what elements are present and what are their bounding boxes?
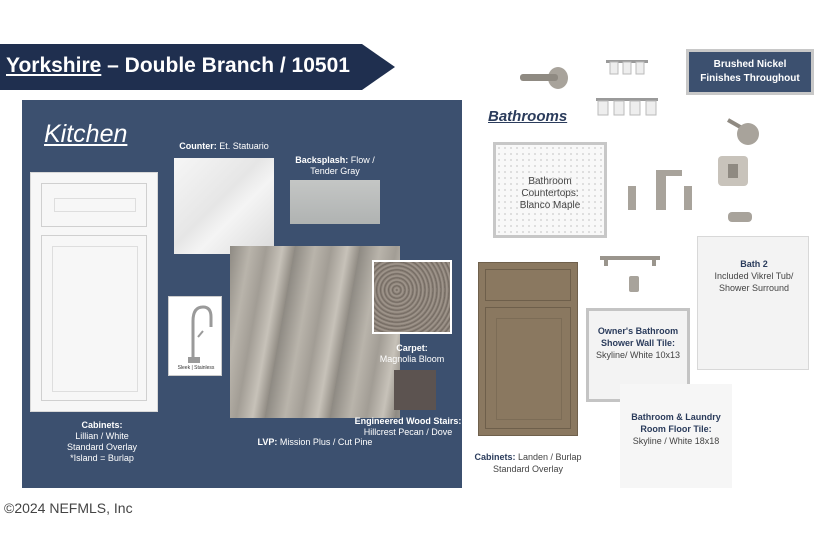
- faucet-tag: Sleek | Stainless: [177, 365, 215, 371]
- page-title: Yorkshire – Double Branch / 10501: [6, 54, 350, 77]
- kitchen-cabinet-image: [30, 172, 158, 412]
- bath2-label: Bath 2 Included Vikrel Tub/ Shower Surround: [714, 259, 794, 293]
- backsplash-label: Backsplash: Flow / Tender Gray: [295, 155, 375, 176]
- tub-spout-icon: [726, 206, 758, 230]
- owner-tile-label: Owner's Bathroom Shower Wall Tile: Skyline/ White 10x13: [595, 326, 681, 360]
- backsplash-swatch: [290, 180, 380, 224]
- kitchen-faucet-card: [168, 296, 222, 376]
- vanity-light-icon: [604, 56, 650, 78]
- cabinet-knob-icon: [624, 274, 644, 296]
- cabinet-pull-icon: [598, 250, 662, 266]
- stairs-label: Engineered Wood Stairs: Hillcrest Pecan / Dove: [354, 416, 462, 437]
- bath-faucet-icon: [620, 164, 700, 214]
- shower-head-icon: [726, 112, 762, 148]
- kitchen-faucet-icon: [169, 297, 223, 367]
- tub-surround-image: [697, 236, 809, 370]
- copyright-watermark: ©2024 NEFMLS, Inc: [4, 500, 133, 516]
- shower-valve-icon: [716, 154, 752, 190]
- bathrooms-title: Bathrooms: [488, 108, 568, 125]
- carpet-label: Carpet: Magnolia Bloom: [379, 343, 445, 364]
- floor-tile-label: Bathroom & Laundry Room Floor Tile: Skyline / White 18x18: [631, 412, 721, 446]
- kitchen-cabinets-label: Cabinets: Lillian / White Standard Overlay *Island = Burlap: [66, 420, 138, 463]
- carpet-swatch: [372, 260, 452, 334]
- counter-label: Counter: Et. Statuario: [179, 141, 269, 151]
- door-lever-icon: [518, 64, 570, 94]
- counter-swatch: [174, 158, 274, 254]
- vanity-light-large-icon: [594, 96, 660, 118]
- bath-countertop-label: Bathroom Countertops: Blanco Maple: [519, 176, 581, 211]
- finishes-label: Brushed Nickel Finishes Throughout: [700, 59, 800, 84]
- stairs-swatch: [394, 370, 436, 410]
- bath-cabinet-image: [478, 262, 578, 436]
- bath-cabinets-label: Cabinets: Landen / Burlap Standard Overlay: [474, 452, 582, 474]
- lvp-label: LVP: Mission Plus / Cut Pine: [257, 437, 373, 447]
- kitchen-title: Kitchen: [44, 120, 128, 148]
